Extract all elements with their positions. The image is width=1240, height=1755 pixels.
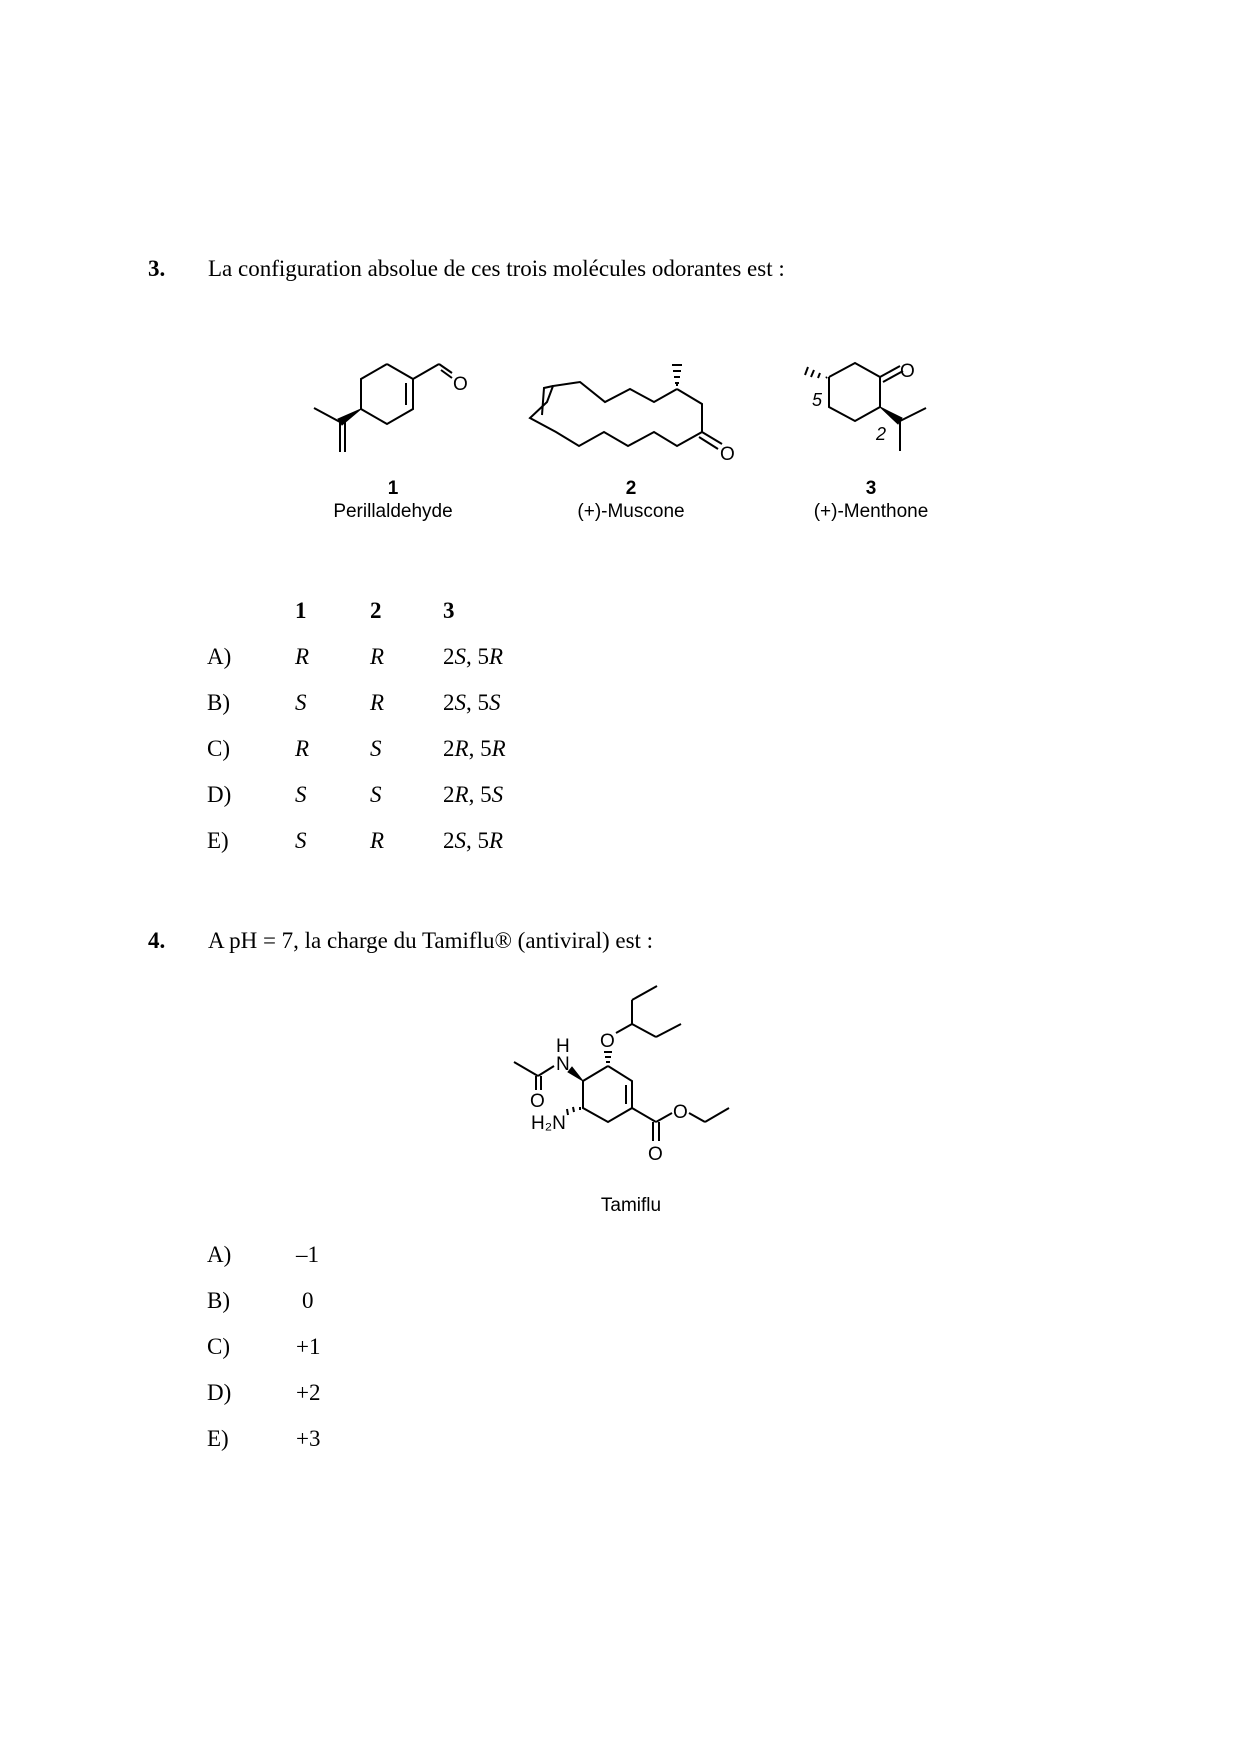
choice-c-label[interactable]: C): [207, 1334, 230, 1359]
choice-b-mol2: R: [370, 690, 385, 715]
table-header-3: 3: [443, 598, 455, 623]
choice-b-value: 0: [302, 1288, 314, 1313]
svg-text:O: O: [530, 1091, 545, 1112]
choice-b-mol1: S: [295, 690, 307, 715]
molecule-3-name: (+)-Menthone: [813, 501, 929, 522]
svg-text:O: O: [900, 361, 915, 382]
choice-a-mol1: R: [295, 644, 310, 669]
choice-e-mol3: 2S, 5R: [443, 828, 504, 853]
svg-text:O: O: [453, 374, 468, 395]
choice-b-mol3: 2S, 5S: [443, 690, 501, 715]
question-4-number: 4.: [148, 928, 166, 953]
choice-a-label[interactable]: A): [207, 1242, 232, 1267]
svg-text:O: O: [720, 444, 735, 465]
table-header-2: 2: [370, 598, 382, 623]
choice-c-value: +1: [296, 1334, 321, 1359]
choice-e-mol1: S: [295, 828, 307, 853]
svg-text:O: O: [673, 1102, 688, 1123]
choice-e-label[interactable]: E): [207, 828, 229, 853]
molecule-2-number: 2: [625, 478, 637, 499]
svg-text:H: H: [556, 1036, 570, 1057]
question-3-number: 3.: [148, 256, 166, 281]
svg-text:O: O: [648, 1144, 663, 1165]
choice-d-mol2: S: [370, 782, 382, 807]
molecule-3-number: 3: [865, 478, 877, 499]
choice-a-label[interactable]: A): [207, 644, 232, 669]
svg-text:N: N: [556, 1054, 570, 1075]
table-header-1: 1: [295, 598, 307, 623]
choice-a-mol3: 2S, 5R: [443, 644, 504, 669]
choice-a-mol2: R: [370, 644, 385, 669]
molecule-1-name: Perillaldehyde: [333, 501, 453, 522]
choice-c-label[interactable]: C): [207, 736, 230, 761]
choice-c-mol3: 2R, 5R: [443, 736, 506, 761]
svg-text:O: O: [600, 1031, 615, 1052]
choice-e-mol2: R: [370, 828, 385, 853]
tamiflu-label: Tamiflu: [600, 1195, 662, 1216]
svg-text:H₂N: H₂N: [531, 1113, 566, 1134]
choice-c-mol2: S: [370, 736, 382, 761]
choice-d-mol1: S: [295, 782, 307, 807]
choice-d-mol3: 2R, 5S: [443, 782, 504, 807]
choice-b-label[interactable]: B): [207, 690, 230, 715]
choice-a-value: –1: [296, 1242, 319, 1267]
svg-text:5: 5: [812, 390, 823, 410]
choice-d-label[interactable]: D): [207, 782, 232, 807]
choice-d-label[interactable]: D): [207, 1380, 232, 1405]
choice-c-mol1: R: [295, 736, 310, 761]
choice-b-label[interactable]: B): [207, 1288, 230, 1313]
choice-d-value: +2: [296, 1380, 321, 1405]
question-4-text: A pH = 7, la charge du Tamiflu® (antiviral) est :: [208, 928, 654, 953]
question-3-text: La configuration absolue de ces trois molécules odorantes est :: [208, 256, 785, 281]
choice-e-label[interactable]: E): [207, 1426, 229, 1451]
choice-e-value: +3: [296, 1426, 321, 1451]
molecule-1-number: 1: [387, 478, 399, 499]
svg-text:2: 2: [876, 424, 887, 444]
molecule-2-name: (+)-Muscone: [577, 501, 685, 522]
